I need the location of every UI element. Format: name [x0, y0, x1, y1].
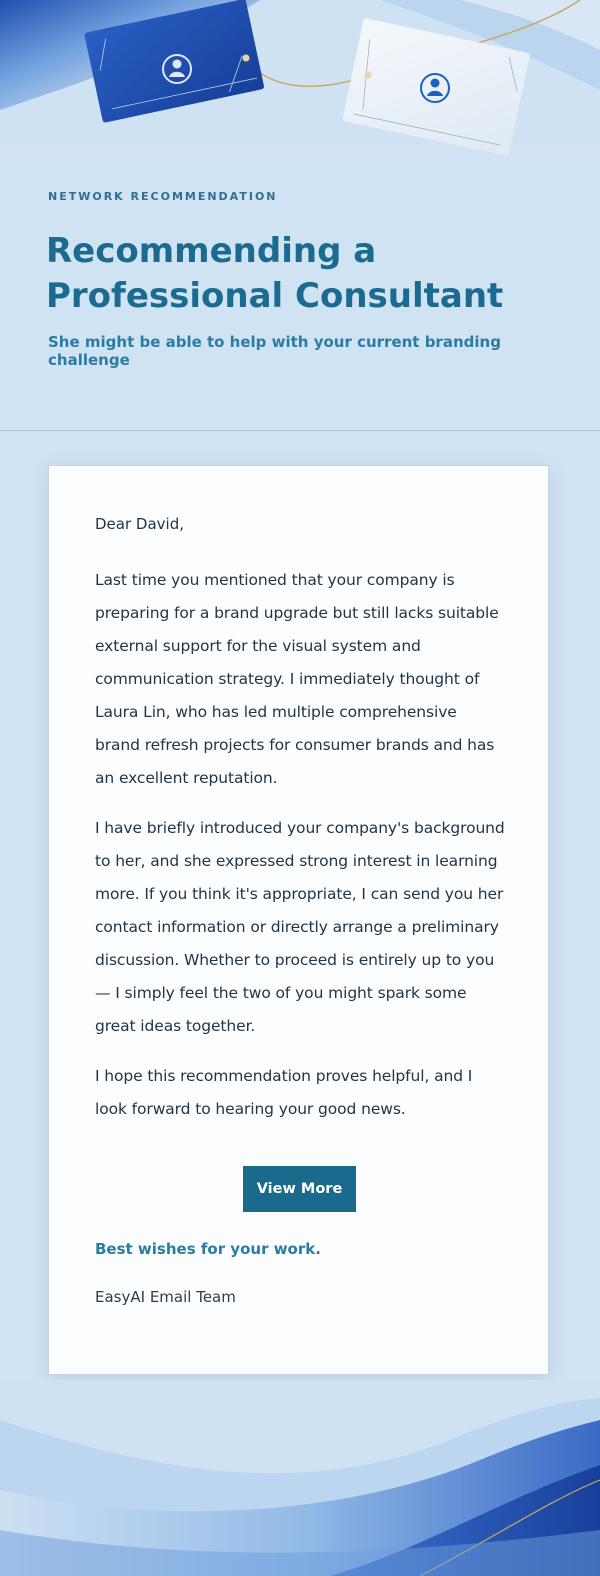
- view-more-button[interactable]: View More: [243, 1166, 356, 1212]
- footer-illustration: [0, 1380, 600, 1576]
- email-card: [48, 465, 549, 1375]
- page-title-line1: Recommending a: [46, 231, 377, 271]
- email-body: [95, 514, 505, 1143]
- cta-container: [49, 1166, 550, 1212]
- page-title: [46, 229, 566, 319]
- signoff-text: Best wishes for your work.: [95, 1240, 321, 1258]
- eyebrow-label: NETWORK RECOMMENDATION: [48, 190, 278, 203]
- hero-illustration: [0, 0, 600, 190]
- body-paragraph-3: I hope this recommendation proves helpful, and I look forward to hearing your good news.: [95, 1067, 473, 1118]
- greeting: Dear David,: [95, 515, 184, 533]
- page-title-line2: Professional Consultant: [46, 276, 504, 316]
- header-divider: [0, 430, 600, 431]
- body-paragraph-1: Last time you mentioned that your company is preparing for a brand upgrade but still lacks suitable external support for the visual system and communication strategy. I immediately thought of Laura Lin, who has led multiple comprehensive brand refresh projects for consumer brands and has an excellent reputation.: [95, 571, 499, 787]
- page-subtitle: She might be able to help with your current branding challenge: [48, 333, 501, 369]
- team-signature: EasyAI Email Team: [95, 1288, 236, 1306]
- body-paragraph-2: I have briefly introduced your company's background to her, and she expressed strong interest in learning more. If you think it's appropriate, I can send you her contact information or directly arrange a preliminary discussion. Whether to proceed is entirely up to you — I simply feel the two of you might spark some great ideas together.: [95, 819, 505, 1035]
